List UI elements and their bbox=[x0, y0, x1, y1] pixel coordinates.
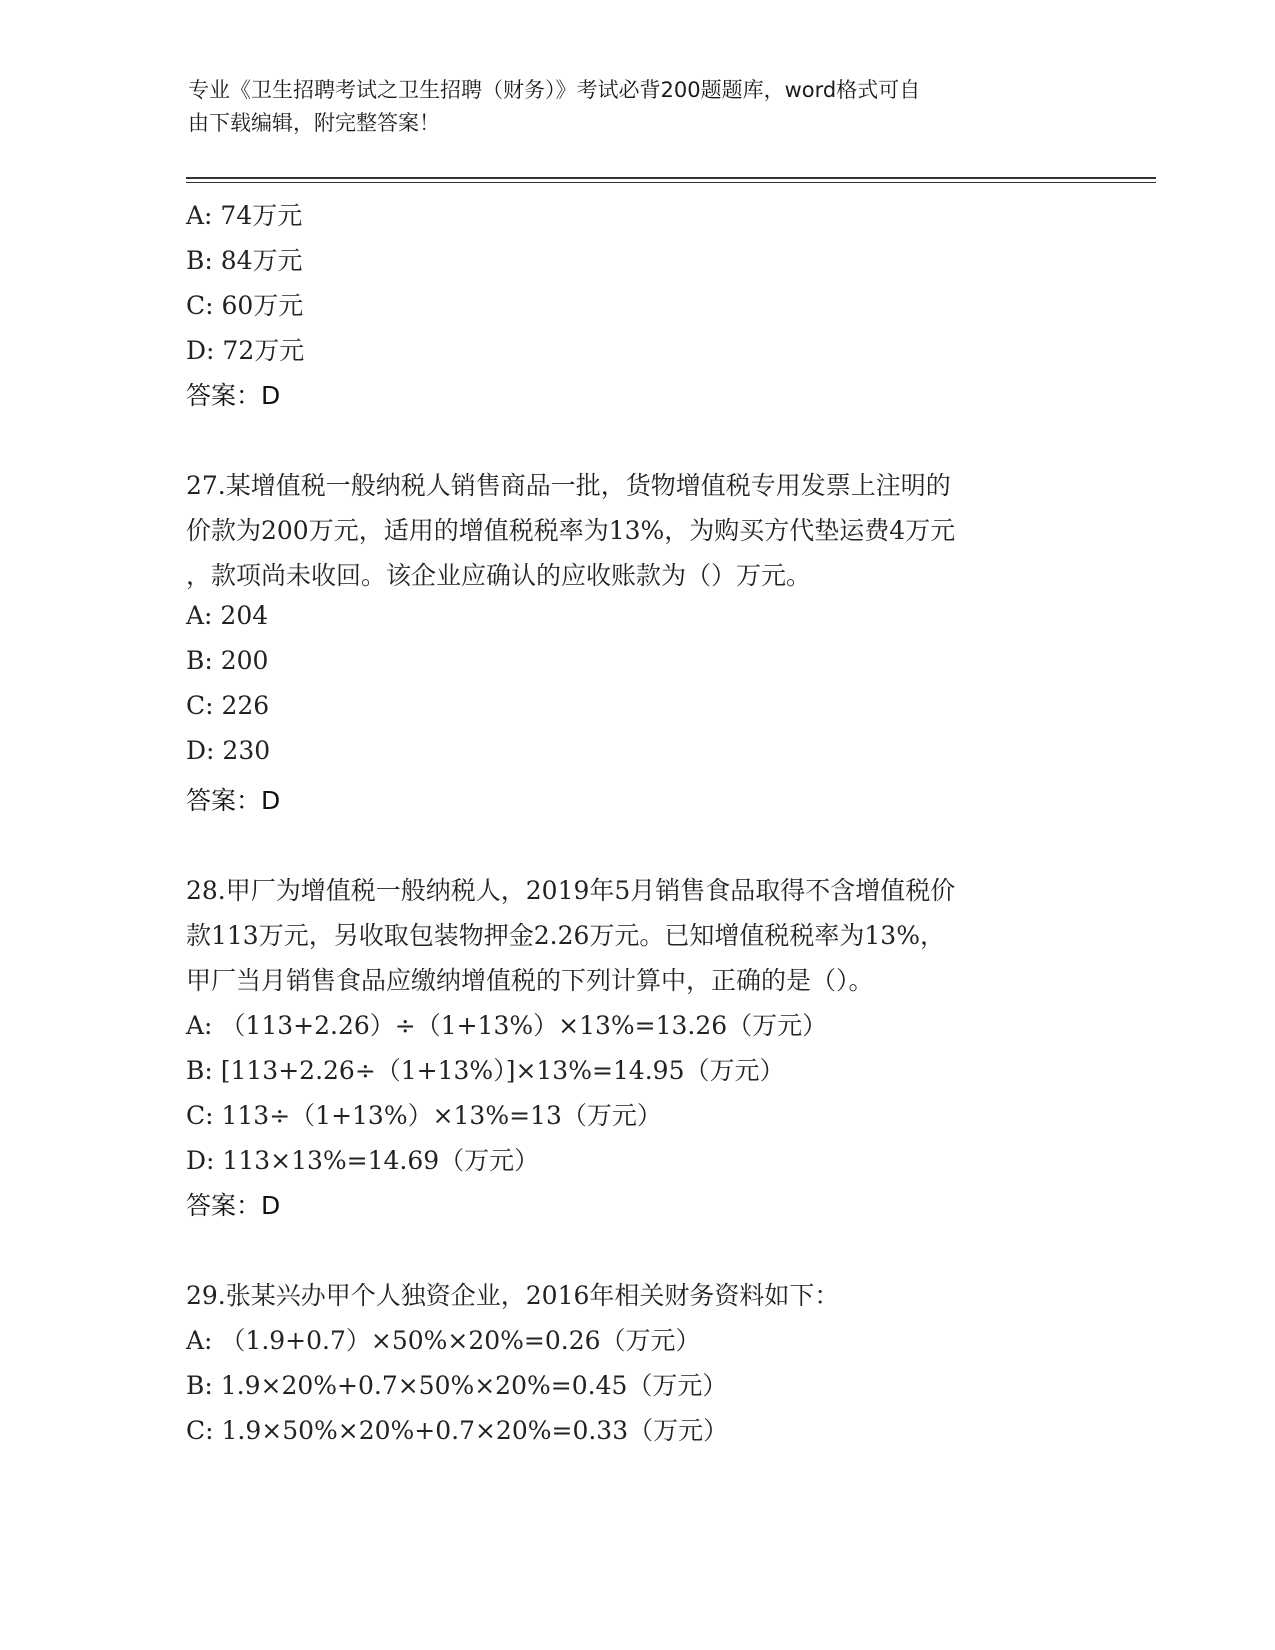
q26-option-a: A: 74万元 bbox=[186, 201, 303, 230]
q29-option-c: C: 1.9×50%×20%+0.7×20%=0.33（万元） bbox=[186, 1416, 729, 1445]
q28-option-d: D: 113×13%=14.69（万元） bbox=[186, 1146, 540, 1175]
q29-stem-line-1: 29.张某兴办甲个人独资企业，2016年相关财务资料如下： bbox=[186, 1281, 840, 1310]
q29-option-a: A: （1.9+0.7）×50%×20%=0.26（万元） bbox=[186, 1326, 701, 1355]
header-line-1: 专业《卫生招聘考试之卫生招聘（财务）》考试必背200题题库，word格式可自 bbox=[188, 78, 921, 102]
q27-answer: 答案：D bbox=[186, 786, 281, 815]
q27-option-a: A: 204 bbox=[186, 601, 269, 630]
q27-stem-line-2: 价款为200万元，适用的增值税税率为13%，为购买方代垫运费4万元 bbox=[186, 516, 956, 545]
q26-option-c: C: 60万元 bbox=[186, 291, 304, 320]
q29-option-b: B: 1.9×20%+0.7×50%×20%=0.45（万元） bbox=[186, 1371, 728, 1400]
q27-stem-line-3: ，款项尚未收回。该企业应确认的应收账款为（）万元。 bbox=[186, 561, 812, 590]
q28-option-a: A: （113+2.26）÷（1+13%）×13%=13.26（万元） bbox=[186, 1011, 828, 1040]
q28-answer: 答案：D bbox=[186, 1191, 281, 1220]
q27-option-b: B: 200 bbox=[186, 646, 269, 675]
q28-option-c: C: 113÷（1+13%）×13%=13（万元） bbox=[186, 1101, 662, 1130]
q27-option-d: D: 230 bbox=[186, 736, 271, 765]
q28-option-b: B: [113+2.26÷（1+13%）]×13%=14.95（万元） bbox=[186, 1056, 785, 1085]
header-divider-thin bbox=[186, 182, 1156, 183]
q26-answer: 答案：D bbox=[186, 381, 281, 410]
document-header bbox=[188, 74, 1068, 140]
q26-option-d: D: 72万元 bbox=[186, 336, 305, 365]
q28-stem-line-3: 甲厂当月销售食品应缴纳增值税的下列计算中，正确的是（）。 bbox=[186, 966, 874, 995]
q28-stem-line-2: 款113万元，另收取包装物押金2.26万元。已知增值税税率为13%， bbox=[186, 921, 945, 950]
q28-stem-line-1: 28.甲厂为增值税一般纳税人，2019年5月销售食品取得不含增值税价 bbox=[186, 876, 956, 905]
q26-option-b: B: 84万元 bbox=[186, 246, 303, 275]
header-line-2: 由下载编辑，附完整答案！ bbox=[188, 111, 440, 135]
q27-option-c: C: 226 bbox=[186, 691, 270, 720]
header-divider-thick bbox=[186, 177, 1156, 179]
q27-stem-line-1: 27.某增值税一般纳税人销售商品一批，货物增值税专用发票上注明的 bbox=[186, 471, 951, 500]
